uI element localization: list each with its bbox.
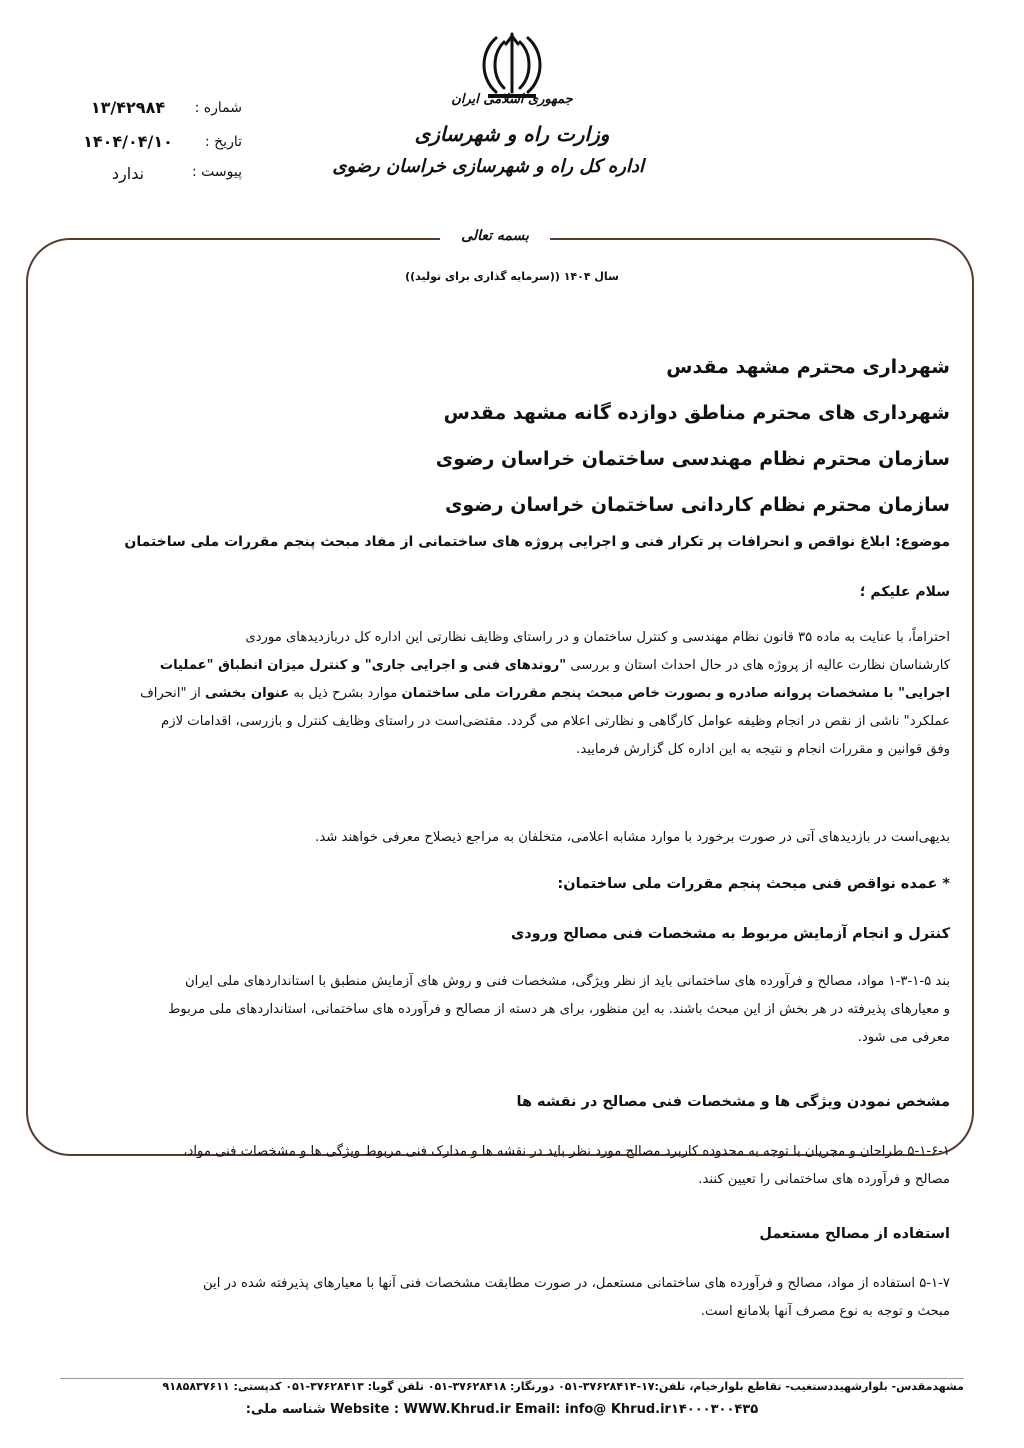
date-label: تاریخ : [204, 134, 242, 150]
letter-date: ۱۴۰۴/۰۴/۱۰ [83, 132, 173, 151]
body-p1-line-2a: کارشناسان نظارت عالیه از پروژه های در حال احداث استان و بررسی [566, 658, 950, 673]
bismillah: بسمه تعالی [461, 228, 529, 244]
attachment-label: پیوست : [192, 164, 242, 180]
footer-rule [60, 1378, 964, 1379]
body-p1-line-2b: "روندهای فنی و اجرایی جاری" و کنترل میزان انطباق "عملیات [159, 658, 567, 673]
body-p1-line-1: احتراماً، با عنایت به ماده ۳۵ قانون نظام مهندسی و کنترل ساختمان و در راستای وظایف نظارتی این اداره کل دربازدیدهای موردی [245, 630, 950, 645]
section-3-heading: استفاده از مصالح مستعمل [759, 1226, 950, 1242]
year-motto: سال ۱۴۰۴ ((سرمایه گذاری برای تولید)) [405, 270, 619, 283]
footer-address: مشهدمقدس- بلوارشهیددستغیب- تقاطع بلوارخیام، تلفن:۱۷-۳۷۶۲۸۴۱۴-۰۵۱ دورنگار: ۳۷۶۲۸۴۱۸-۰۵۱ تلفن گویا: ۳۷۶۲۸۴۱۳-۰۵۱ کدپستی: ۹۱۸۵۸۳۷۶۱۱ [162, 1380, 964, 1393]
letter-number: ۱۳/۴۲۹۸۴ [90, 98, 166, 117]
section-1-line-2: و معیارهای پذیرفته در هر بخش از این مبحث باشند. به این منظور، برای هر دسته از مصالح و فرآورده های ساختمانی، استانداردهای ملی مربوط [168, 1002, 950, 1017]
number-label: شماره : [194, 100, 242, 116]
main-heading: * عمده نواقص فنی مبحث پنجم مقررات ملی ساختمان: [557, 876, 950, 892]
body-p1-line-3 [74, 680, 950, 708]
recipient-3: سازمان محترم نظام مهندسی ساختمان خراسان رضوی [435, 448, 950, 470]
body-p2-line-1: بدیهی‌است در بازدیدهای آتی در صورت برخورد با موارد مشابه اعلامی، متخلفان به مراجع ذیصلاح معرفی خواهند شد. [315, 830, 950, 845]
section-1-line-3: معرفی می شود. [857, 1030, 950, 1045]
org-line-department: اداره کل راه و شهرسازی خراسان رضوی [332, 156, 644, 177]
body-p1-line-5: وفق قوانین و مقررات انجام و نتیجه به این اداره کل گزارش فرمایید. [576, 742, 950, 757]
body-p1-line-3c: عنوان بخشی [205, 686, 290, 701]
section-2-body [74, 1138, 950, 1194]
body-p1-line-3d: از "انحراف [140, 686, 206, 701]
body-p1-line-4: عملکرد" ناشی از نقص در انجام وظیفه عوامل کارگاهی و نظارتی اعلام می گردد. مقتضی‌است در راستای وظایف کنترل و بازرسی، اقدامات لازم [161, 714, 950, 729]
recipient-4: سازمان محترم نظام کاردانی ساختمان خراسان رضوی [444, 494, 950, 516]
recipient-2: شهرداری های محترم مناطق دوازده گانه مشهد مقدس [443, 402, 950, 424]
footer-contact: Website : WWW.Khrud.ir Email: info@ Khrud.ir۱۴۰۰۰۳۰۰۴۳۵ شناسه ملی: [245, 1402, 759, 1417]
section-1-body [74, 968, 950, 1052]
section-3-body [74, 1270, 950, 1326]
org-line-country: جمهوری اسلامی ایران [451, 92, 573, 107]
attachment-value: ندارد [111, 164, 145, 183]
body-p1-line-3b: موارد بشرح ذیل به [289, 686, 402, 701]
section-2-line-1: ۵-۱-۶-۱ طراحان و مجریان با توجه به محدوده کاربرد مصالح مورد نظر باید در نقشه ها و مدارک فنی مربوط ویژگی ها و مشخصات فنی مواد، [183, 1144, 950, 1159]
section-1-heading: کنترل و انجام آزمایش مربوط به مشخصات فنی مصالح ورودی [510, 926, 950, 942]
section-2-line-2: مصالح و فرآورده های ساختمانی را تعیین کنند. [698, 1172, 950, 1187]
recipient-1: شهرداری محترم مشهد مقدس [666, 356, 950, 378]
body-p1-line-2 [74, 652, 950, 680]
section-2-heading: مشخص نمودن ویژگی ها و مشخصات فنی مصالح در نقشه ها [516, 1094, 950, 1110]
body-p1-line-3a: اجرایی" با مشخصات پروانه صادره و بصورت خاص مبحث پنجم مقررات ملی ساختمان [401, 686, 950, 701]
org-line-ministry: وزارت راه و شهرسازی [414, 122, 610, 146]
section-3-line-1: ۵-۱-۷ استفاده از مواد، مصالح و فرآورده های ساختمانی مستعمل، در صورت مطابقت مشخصات فنی آنها با معیارهای پذیرفته شده در این [203, 1276, 950, 1291]
body-paragraph-1 [74, 624, 950, 764]
subject-line: موضوع: ابلاغ نواقص و انحرافات پر تکرار فنی و اجرایی پروژه های ساختمانی از مفاد مبحث پنجم مقررات ملی ساختمان [124, 534, 950, 550]
body-paragraph-2 [74, 824, 950, 852]
section-3-line-2: مبحث و توجه به نوع مصرف آنها بلامانع است. [700, 1304, 950, 1319]
greeting: سلام علیکم ؛ [859, 584, 950, 600]
section-1-line-1: بند ۵-۱-۳-۱ مواد، مصالح و فرآورده های ساختمانی باید از نظر ویژگی، مشخصات فنی و روش های آزمایش منطبق با استانداردهای ملی ایران [184, 974, 950, 989]
